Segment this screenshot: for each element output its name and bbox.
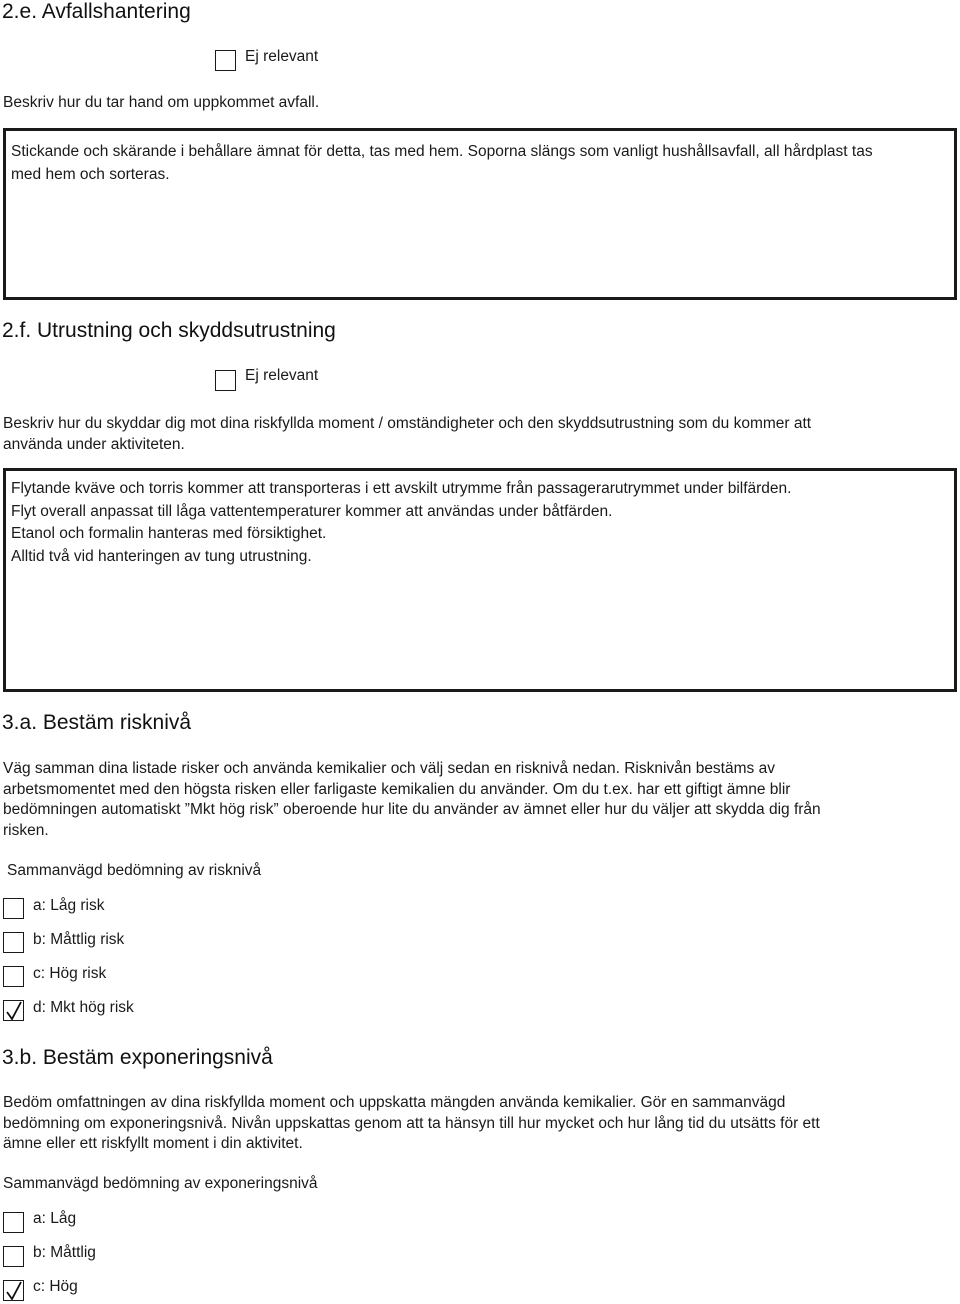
- prompt-line: Beskriv hur du skyddar dig mot dina riskfyllda moment / omständigheter och den skyddsutrustning som du kommer att: [3, 415, 812, 432]
- section-2e-prompt: Beskriv hur du tar hand om uppkommet avfall.: [3, 94, 320, 111]
- answer-box-2f[interactable]: [3, 468, 957, 692]
- description-line: risken.: [3, 821, 49, 839]
- exposure-option-c-label: c: Hög: [33, 1278, 78, 1295]
- checkmark-icon: [5, 1281, 23, 1301]
- answer-line: Stickande och skärande i behållare ämnat för detta, tas med hem. Soporna slängs som vanligt hushållsavfall, all hårdplast tas: [11, 143, 873, 160]
- risk-option-a-label: a: Låg risk: [33, 897, 105, 914]
- exposure-level-label: Sammanvägd bedömning av exponeringsnivå: [3, 1175, 318, 1192]
- ej-relevant-checkbox-2e[interactable]: [215, 50, 236, 71]
- answer-line: med hem och sorteras.: [11, 166, 170, 183]
- section-3b-heading: 3.b. Bestäm exponeringsnivå: [2, 1046, 273, 1069]
- risk-option-b-label: b: Måttlig risk: [33, 931, 125, 948]
- section-3a-heading: 3.a. Bestäm risknivå: [2, 711, 192, 734]
- description-line: Väg samman dina listade risker och använda kemikalier och välj sedan en risknivå nedan. Risknivån bestäms av: [3, 760, 775, 777]
- description-line: Bedöm omfattningen av dina riskfyllda moment och uppskatta mängden använda kemikalier. Gör en sammanvägd: [3, 1094, 786, 1111]
- ej-relevant-label-2e: Ej relevant: [245, 48, 319, 65]
- answer-line: Flytande kväve och torris kommer att transporteras i ett avskilt utrymme från passagerarutrymmet under bilfärden.: [11, 480, 792, 497]
- exposure-option-b-label: b: Måttlig: [33, 1244, 96, 1261]
- risk-option-b-checkbox[interactable]: [3, 932, 24, 953]
- exposure-option-b-checkbox[interactable]: [3, 1246, 24, 1267]
- risk-option-c-checkbox[interactable]: [3, 966, 24, 987]
- section-2e-heading: 2.e. Avfallshantering: [2, 0, 191, 23]
- exposure-option-a-checkbox[interactable]: [3, 1212, 24, 1233]
- description-line: arbetsmomentet med den högsta risken eller farligaste kemikalien du använder. Om du t.ex. har ett giftigt ämne blir: [3, 780, 791, 798]
- section-3a-description: [3, 759, 821, 841]
- risk-option-d-checkbox[interactable]: [3, 1000, 24, 1021]
- ej-relevant-label-2f: Ej relevant: [245, 367, 319, 384]
- section-2f-prompt: [3, 414, 811, 455]
- section-3b-description: [3, 1093, 820, 1155]
- exposure-option-c-checkbox[interactable]: [3, 1280, 24, 1301]
- answer-line: Etanol och formalin hanteras med försiktighet.: [11, 525, 327, 542]
- section-2f-heading: 2.f. Utrustning och skyddsutrustning: [2, 319, 336, 342]
- answer-line: Flyt overall anpassat till låga vattentemperaturer kommer att användas under båtfärden.: [11, 502, 613, 520]
- description-line: ämne eller ett riskfyllt moment i din aktivitet.: [3, 1135, 303, 1152]
- exposure-option-a-label: a: Låg: [33, 1210, 77, 1227]
- answer-line: Alltid två vid hanteringen av tung utrustning.: [11, 547, 312, 565]
- risk-option-a-checkbox[interactable]: [3, 898, 24, 919]
- risk-level-label: Sammanvägd bedömning av risknivå: [7, 862, 262, 879]
- description-line: bedömningen automatiskt ”Mkt hög risk” oberoende hur lite du använder av ämnet eller hur du väljer att skydda dig från: [3, 801, 821, 818]
- prompt-line: använda under aktiviteten.: [3, 435, 185, 453]
- ej-relevant-checkbox-2f[interactable]: [215, 370, 236, 391]
- risk-option-c-label: c: Hög risk: [33, 965, 107, 982]
- checkmark-icon: [5, 1001, 23, 1021]
- answer-box-2e[interactable]: [3, 128, 957, 300]
- description-line: bedömning om exponeringsnivå. Nivån uppskattas genom att ta hänsyn till hur mycket och hur lång tid du utsätts för ett: [3, 1114, 820, 1132]
- risk-option-d-label: d: Mkt hög risk: [33, 999, 134, 1016]
